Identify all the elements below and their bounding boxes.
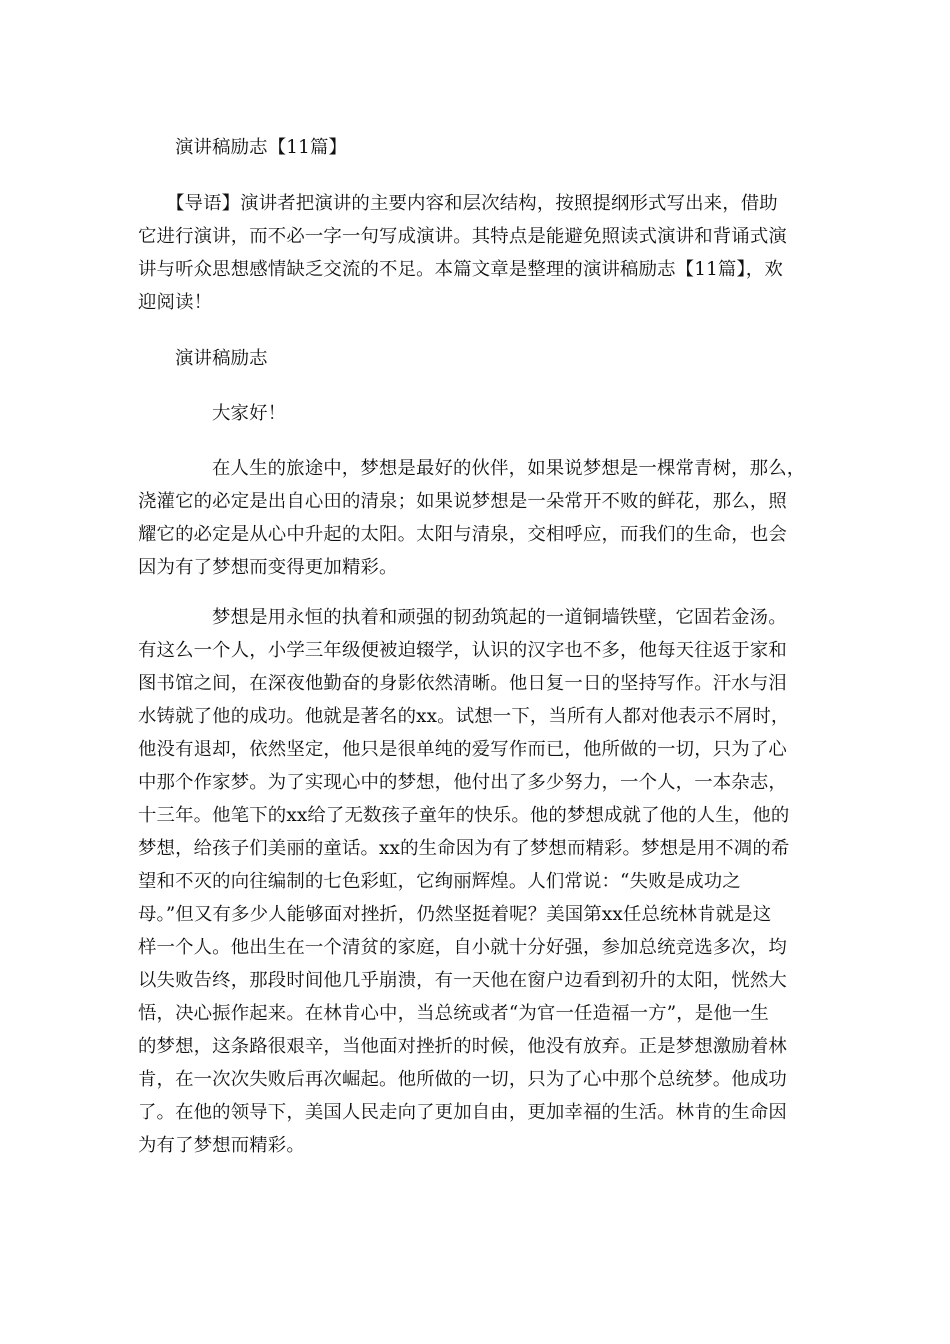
body-paragraph-1 [138,452,816,584]
paragraph-line: 因为有了梦想而变得更加精彩。 [138,557,398,578]
intro-paragraph [138,187,816,319]
paragraph-line: 浇灌它的必定是出自心田的清泉；如果说梦想是一朵常开不败的鲜花，那么，照 [138,491,787,512]
section-heading-block [138,342,816,375]
paragraph-line: 耀它的必定是从心中升起的太阳。太阳与清泉，交相呼应，而我们的生命，也会 [138,524,787,545]
paragraph-line: 图书馆之间，在深夜他勤奋的身影依然清晰。他日复一日的坚持写作。汗水与泪 [138,673,787,694]
paragraph-line: 悟，决心振作起来。在林肯心中，当总统或者“为官一任造福一方”，是他一生 [138,1003,769,1024]
section-heading: 演讲稿励志 [175,348,268,369]
paragraph-line: 水铸就了他的成功。他就是著名的xx。试想一下，当所有人都对他表示不屑时， [138,706,790,727]
paragraph-line: 梦想，给孩子们美丽的童话。xx的生命因为有了梦想而精彩。梦想是用不凋的希 [138,838,790,859]
intro-line: 【导语】演讲者把演讲的主要内容和层次结构，按照提纲形式写出来，借助 [166,193,778,214]
paragraph-line: 中那个作家梦。为了实现心中的梦想，他付出了多少努力，一个人，一本杂志， [138,772,787,793]
paragraph-line: 为有了梦想而精彩。 [138,1135,305,1156]
paragraph-line: 母。”但又有多少人能够面对挫折，仍然坚挺着呢？美国第xx任总统林肯就是这 [138,904,772,925]
paragraph-line: 的梦想，这条路很艰辛，当他面对挫折的时候，他没有放弃。正是梦想激励着林 [138,1036,787,1057]
body-paragraph-2 [138,601,816,1162]
paragraph-line: 梦想是用永恒的执着和顽强的韧劲筑起的一道铜墙铁壁，它固若金汤。 [212,607,787,628]
document-title-block [138,131,816,164]
paragraph-line: 肯，在一次次失败后再次崛起。他所做的一切，只为了心中那个总统梦。他成功 [138,1069,787,1090]
paragraph-line: 在人生的旅途中，梦想是最好的伙伴，如果说梦想是一棵常青树，那么， [212,458,806,479]
intro-line: 迎阅读！ [138,292,213,313]
intro-line: 它进行演讲，而不必一字一句写成演讲。其特点是能避免照读式演讲和背诵式演 [138,226,787,247]
paragraph-line: 十三年。他笔下的xx给了无数孩子童年的快乐。他的梦想成就了他的人生，他的 [138,805,790,826]
document-title: 演讲稿励志【11篇】 [175,137,348,158]
paragraph-line: 样一个人。他出生在一个清贫的家庭，自小就十分好强，参加总统竞选多次，均 [138,937,787,958]
paragraph-line: 他没有退却，依然坚定，他只是很单纯的爱写作而已，他所做的一切，只为了心 [138,739,787,760]
paragraph-line: 了。在他的领导下，美国人民走向了更加自由，更加幸福的生活。林肯的生命因 [138,1102,787,1123]
paragraph-line: 有这么一个人，小学三年级便被迫辍学，认识的汉字也不多，他每天往返于家和 [138,640,787,661]
intro-line: 讲与听众思想感情缺乏交流的不足。本篇文章是整理的演讲稿励志【11篇】，欢 [138,259,783,280]
greeting-block [138,397,816,430]
paragraph-line: 以失败告终，那段时间他几乎崩溃，有一天他在窗户边看到初升的太阳，恍然大 [138,970,787,991]
greeting-text: 大家好！ [212,403,287,424]
paragraph-line: 望和不灭的向往编制的七色彩虹，它绚丽辉煌。人们常说：“失败是成功之 [138,871,741,892]
